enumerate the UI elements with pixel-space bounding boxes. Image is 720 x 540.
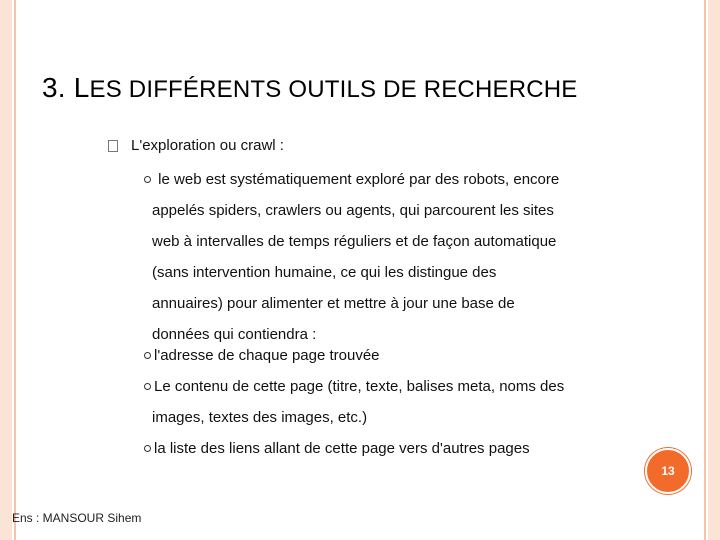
slide-title: [42, 72, 578, 104]
circle-bullet-icon: [144, 445, 151, 452]
para-line: données qui contiendra :: [152, 326, 317, 343]
level1-text: L'exploration ou crawl :: [131, 137, 284, 154]
left-frame-line: [14, 0, 16, 540]
list-item: [144, 433, 624, 464]
page-number-badge: [645, 448, 691, 494]
right-frame-line: [704, 0, 706, 540]
right-frame-band: [708, 0, 720, 540]
list-item: [144, 340, 624, 371]
footer-author: Ens : MANSOUR Sihem: [12, 511, 142, 525]
bullet-links: [144, 433, 624, 464]
level1-bullet: [108, 137, 284, 154]
left-frame-band: [0, 0, 12, 540]
slide-title-rest: ES DIFFÉRENTS OUTILS DE RECHERCHE: [89, 76, 578, 103]
para-line: web à intervalles de temps réguliers et de façon automatique: [152, 233, 557, 250]
description-paragraph: [144, 164, 624, 350]
para-line: annuaires) pour alimenter et mettre à jour une base de: [152, 295, 515, 312]
para-line-text: le web est systématiquement exploré par des robots, encore: [158, 171, 560, 188]
para-line: [144, 164, 624, 195]
slide-title-prefix: 3. L: [42, 72, 90, 103]
list-item: [144, 371, 624, 402]
list-item-text: Le contenu de cette page (titre, texte, balises meta, noms des: [154, 378, 565, 395]
circle-bullet-icon: [144, 352, 151, 359]
bullet-content: [144, 371, 624, 433]
circle-bullet-icon: [144, 176, 151, 183]
list-item-text: la liste des liens allant de cette page vers d'autres pages: [154, 440, 530, 457]
page-number: 13: [661, 464, 675, 478]
para-line: appelés spiders, crawlers ou agents, qui parcourent les sites: [152, 202, 554, 219]
circle-bullet-icon: [144, 383, 151, 390]
para-line: (sans intervention humaine, ce qui les distingue des: [152, 264, 497, 281]
list-item-continuation: images, textes des images, etc.): [152, 409, 368, 426]
list-item-text: l'adresse de chaque page trouvée: [154, 347, 380, 364]
square-bullet-icon: [108, 140, 118, 152]
bullet-address: [144, 340, 624, 371]
